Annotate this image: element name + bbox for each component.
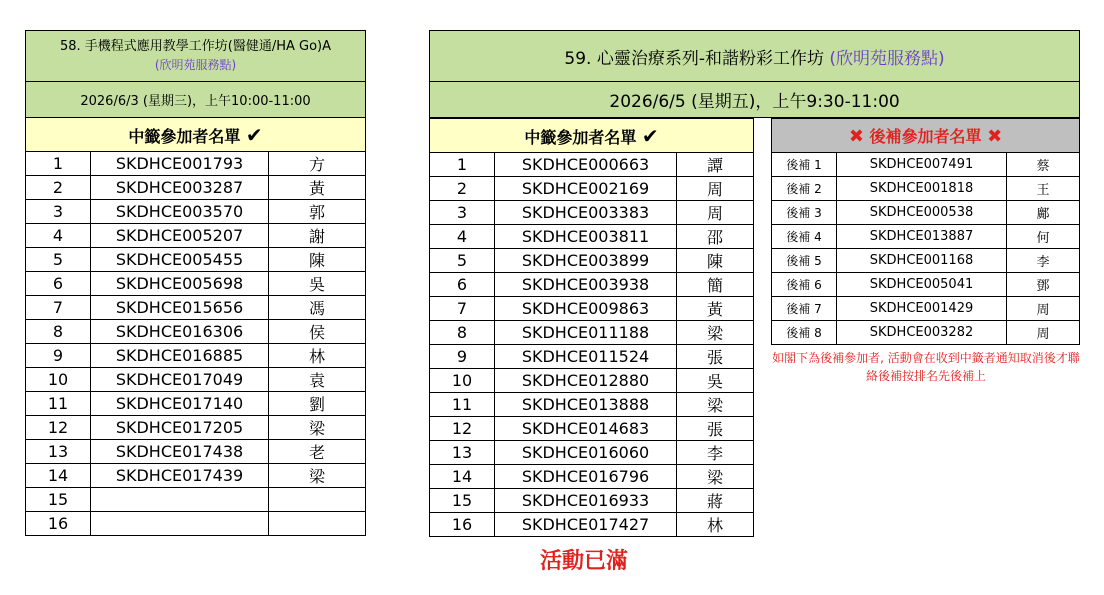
table-row [772,177,1080,201]
member-surname: 張 [677,417,754,441]
member-surname: 鄧 [1007,273,1080,297]
member-id: SKDHCE016885 [91,344,269,368]
table-row [430,177,754,201]
workshop-58-venue: (欣明苑服務點) [154,58,237,72]
table-row [772,201,1080,225]
row-number: 15 [430,489,495,513]
row-number: 16 [26,512,91,536]
row-number: 10 [26,368,91,392]
member-surname [269,512,366,536]
table-row [26,344,366,368]
member-id: SKDHCE013888 [495,393,677,417]
row-number: 3 [430,201,495,225]
member-surname: 周 [677,177,754,201]
row-number: 5 [430,249,495,273]
member-id [91,488,269,512]
row-number: 4 [430,225,495,249]
table-row [26,272,366,296]
member-surname: 方 [269,152,366,176]
row-number: 10 [430,369,495,393]
table-row [430,417,754,441]
row-number: 11 [430,393,495,417]
row-number: 14 [430,465,495,489]
member-surname: 謝 [269,224,366,248]
member-id: SKDHCE011524 [495,345,677,369]
table-row [26,440,366,464]
member-id: SKDHCE005455 [91,248,269,272]
table-row [772,249,1080,273]
cross-mark-icon: ✖ [848,126,864,147]
row-number: 4 [26,224,91,248]
row-number: 9 [430,345,495,369]
table-row [772,321,1080,345]
member-surname: 何 [1007,225,1080,249]
row-number: 5 [26,248,91,272]
workshop-59-list-header [430,119,754,153]
row-number: 後補 6 [772,273,837,297]
member-id: SKDHCE012880 [495,369,677,393]
waitlist-title: 後補參加者名單 [869,127,982,146]
member-id: SKDHCE017049 [91,368,269,392]
workshop-58-table [25,30,366,536]
member-surname: 李 [1007,249,1080,273]
member-surname [269,488,366,512]
member-surname: 張 [677,345,754,369]
row-number: 後補 7 [772,297,837,321]
row-number: 7 [430,297,495,321]
row-number: 6 [430,273,495,297]
row-number: 12 [430,417,495,441]
member-id: SKDHCE005207 [91,224,269,248]
workshop-59-table [429,30,1080,118]
table-row [26,176,366,200]
member-id: SKDHCE014683 [495,417,677,441]
table-row [26,320,366,344]
table-row [26,248,366,272]
member-surname: 蔣 [677,489,754,513]
workshop-58-title-cell [26,31,366,82]
workshop-59-winners-table [429,118,754,537]
member-surname: 鄺 [1007,201,1080,225]
row-number: 後補 4 [772,225,837,249]
row-number: 8 [26,320,91,344]
member-surname: 簡 [677,273,754,297]
member-surname: 劉 [269,392,366,416]
table-row [430,393,754,417]
member-surname: 王 [1007,177,1080,201]
table-row [772,273,1080,297]
table-row [26,224,366,248]
member-id: SKDHCE001818 [837,177,1007,201]
table-row [430,441,754,465]
workshop-59-waitlist-table [771,118,1080,345]
row-number: 1 [26,152,91,176]
member-surname: 梁 [269,464,366,488]
workshop-59-title-cell [430,31,1080,82]
member-surname: 梁 [677,321,754,345]
waitlist-note: 如閣下為後補參加者, 活動會在收到中籤者通知取消後才聯絡後補按排名先後補上 [772,351,1080,383]
table-row [430,297,754,321]
full-notice: 活動已滿 [540,549,629,574]
workshop-58-participants [26,152,366,536]
table-row [430,345,754,369]
row-number: 2 [26,176,91,200]
check-mark-icon: ✔ [245,122,263,147]
member-surname: 林 [269,344,366,368]
row-number: 14 [26,464,91,488]
row-number: 後補 1 [772,153,837,177]
member-id: SKDHCE016060 [495,441,677,465]
row-number: 13 [430,441,495,465]
member-surname: 周 [677,201,754,225]
member-surname: 李 [677,441,754,465]
table-row [430,369,754,393]
check-mark-icon: ✔ [641,123,659,148]
table-row [772,297,1080,321]
member-id: SKDHCE001429 [837,297,1007,321]
member-surname: 周 [1007,297,1080,321]
row-number: 7 [26,296,91,320]
table-row [26,392,366,416]
member-id: SKDHCE016796 [495,465,677,489]
member-surname: 袁 [269,368,366,392]
table-row [26,296,366,320]
row-number: 1 [430,153,495,177]
member-surname: 黃 [269,176,366,200]
row-number: 2 [430,177,495,201]
member-id: SKDHCE015656 [91,296,269,320]
list-title: 中籤參加者名單 [524,127,637,147]
cross-mark-icon: ✖ [987,126,1003,147]
workshop-58-list-header [26,118,366,152]
row-number: 12 [26,416,91,440]
member-id: SKDHCE017140 [91,392,269,416]
row-number: 15 [26,488,91,512]
table-row [430,153,754,177]
member-surname: 吳 [677,369,754,393]
member-surname: 邵 [677,225,754,249]
member-id: SKDHCE003811 [495,225,677,249]
member-id: SKDHCE017439 [91,464,269,488]
member-id: SKDHCE003938 [495,273,677,297]
member-surname: 陳 [269,248,366,272]
member-surname: 郭 [269,200,366,224]
member-id: SKDHCE000663 [495,153,677,177]
row-number: 8 [430,321,495,345]
member-id: SKDHCE001168 [837,249,1007,273]
row-number: 9 [26,344,91,368]
workshop-59-participants [430,153,754,537]
member-surname: 梁 [677,465,754,489]
row-number: 後補 3 [772,201,837,225]
member-id: SKDHCE003570 [91,200,269,224]
workshop-58-title: 58. 手機程式應用教學工作坊(醫健通/HA Go)A [59,39,332,54]
row-number: 後補 2 [772,177,837,201]
table-row [430,513,754,537]
table-row [26,152,366,176]
member-surname: 老 [269,440,366,464]
member-id: SKDHCE017438 [91,440,269,464]
table-row [772,225,1080,249]
table-row [26,512,366,536]
row-number: 3 [26,200,91,224]
member-id: SKDHCE007491 [837,153,1007,177]
member-surname: 陳 [677,249,754,273]
row-number: 後補 8 [772,321,837,345]
member-id: SKDHCE009863 [495,297,677,321]
table-row [430,249,754,273]
member-surname: 梁 [269,416,366,440]
table-row [26,200,366,224]
member-surname: 侯 [269,320,366,344]
table-row [430,465,754,489]
table-row [26,488,366,512]
member-id: SKDHCE016933 [495,489,677,513]
table-row [26,368,366,392]
table-row [26,464,366,488]
member-id: SKDHCE005698 [91,272,269,296]
member-surname: 梁 [677,393,754,417]
waitlist-header [772,119,1080,153]
member-surname: 蔡 [1007,153,1080,177]
member-id: SKDHCE003287 [91,176,269,200]
member-id [91,512,269,536]
member-surname: 黃 [677,297,754,321]
table-row [430,489,754,513]
member-id: SKDHCE017427 [495,513,677,537]
member-id: SKDHCE003899 [495,249,677,273]
table-row [26,416,366,440]
table-row [772,153,1080,177]
member-id: SKDHCE003383 [495,201,677,225]
row-number: 11 [26,392,91,416]
member-surname: 林 [677,513,754,537]
list-title: 中籤參加者名單 [128,126,241,146]
workshop-59-datetime: 2026/6/5 (星期五)，上午9:30-11:00 [430,82,1080,118]
workshop-59-venue: (欣明苑服務點) [829,48,945,69]
table-row [430,273,754,297]
member-surname: 吳 [269,272,366,296]
workshop-58-datetime: 2026/6/3 (星期三)，上午10:00-11:00 [26,82,366,118]
member-id: SKDHCE000538 [837,201,1007,225]
member-id: SKDHCE001793 [91,152,269,176]
member-id: SKDHCE013887 [837,225,1007,249]
row-number: 後補 5 [772,249,837,273]
member-id: SKDHCE016306 [91,320,269,344]
member-id: SKDHCE017205 [91,416,269,440]
member-surname: 周 [1007,321,1080,345]
row-number: 6 [26,272,91,296]
member-id: SKDHCE003282 [837,321,1007,345]
row-number: 16 [430,513,495,537]
workshop-59-title: 59. 心靈治療系列-和諧粉彩工作坊 [564,48,830,69]
member-id: SKDHCE002169 [495,177,677,201]
row-number: 13 [26,440,91,464]
table-row [430,201,754,225]
table-row [430,321,754,345]
member-id: SKDHCE005041 [837,273,1007,297]
member-surname: 譚 [677,153,754,177]
member-id: SKDHCE011188 [495,321,677,345]
member-surname: 馮 [269,296,366,320]
table-row [430,225,754,249]
waitlist-rows [772,153,1080,345]
